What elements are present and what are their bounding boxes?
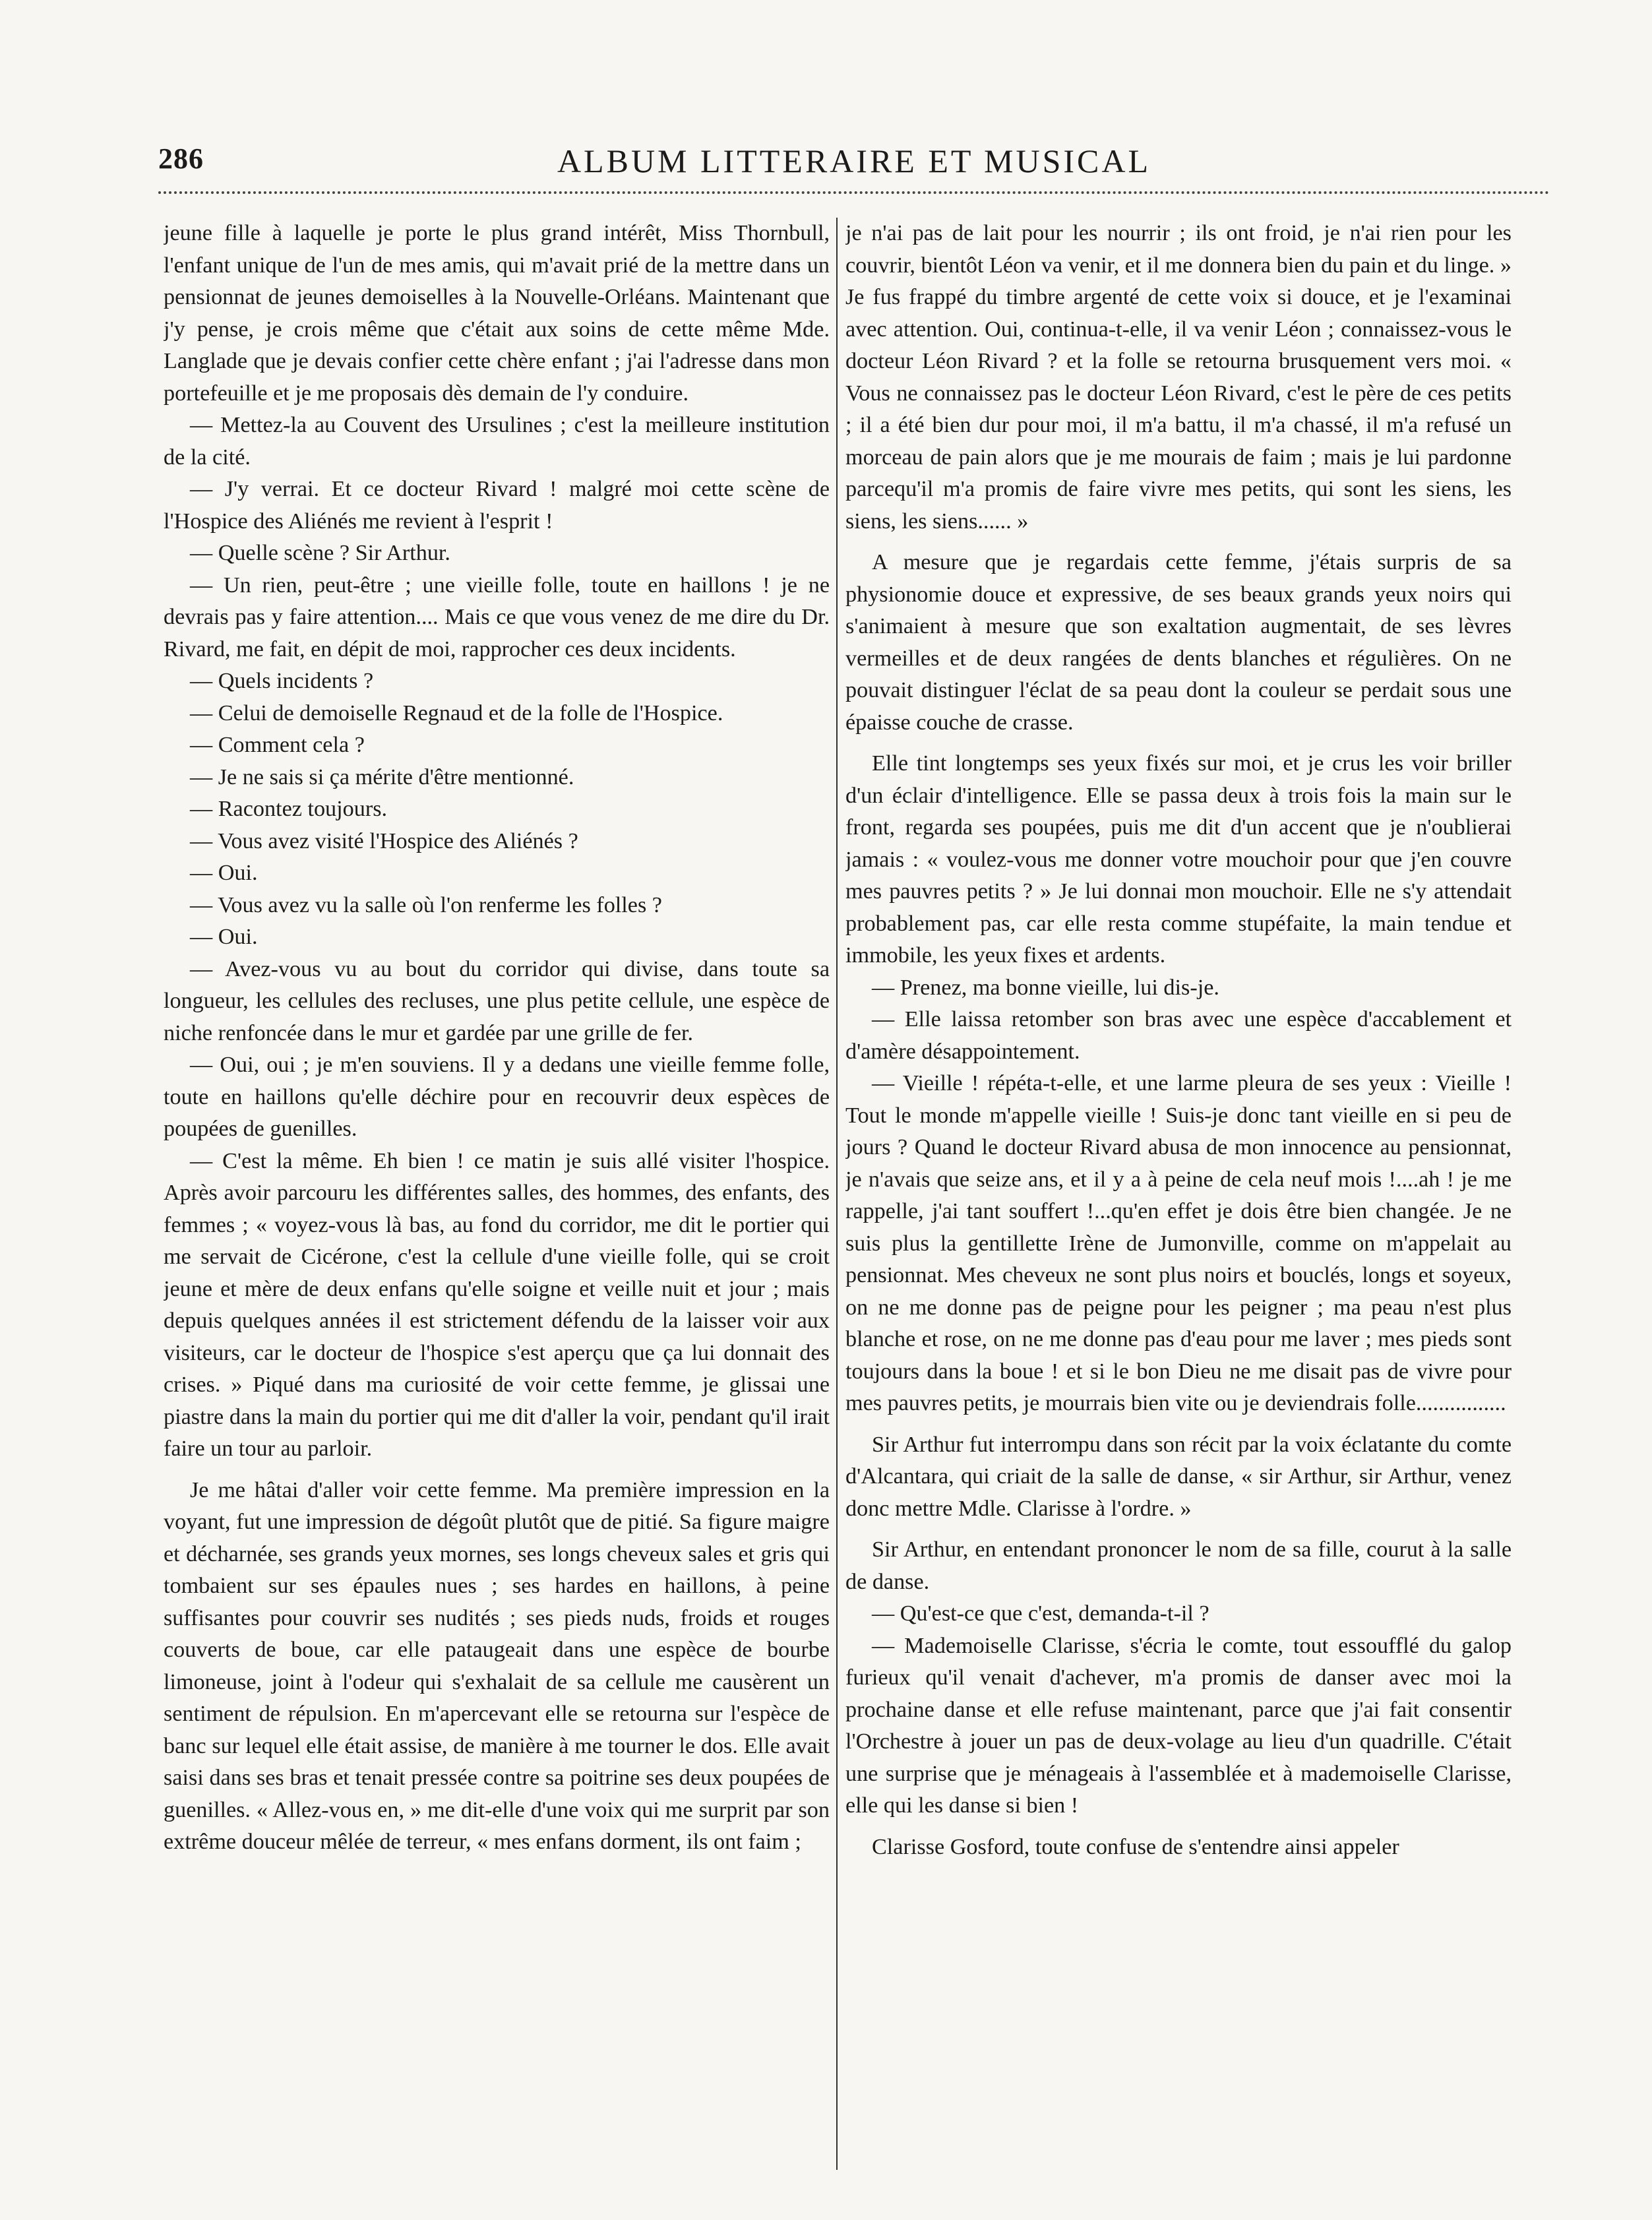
left-column	[164, 218, 830, 2170]
paragraph: — Racontez toujours.	[190, 797, 388, 821]
paragraph: jeune fille à laquelle je porte le plus grand intérêt, Miss Thornbull, l'enfant unique de l'un de mes amis, qui m'avait prié de la mettre dans un pensionnat de jeunes demoiselles à la Nouvelle-Orléans. Maintenant que j'y pense, je crois même que c'était aux soins de cette même Mde. Langlade que je devais confier cette chère enfant ; j'ai l'adresse dans mon portefeuille et je me proposais dès demain de l'y conduire.	[164, 221, 830, 406]
paragraph: Elle tint longtemps ses yeux fixés sur moi, et je crus les voir briller d'un éclair d'intelligence. Elle se passa deux à trois fois la main sur le front, regarda ses poupées, puis me dit d'un accent que je n'oublierai jamais : « voulez-vous me donner votre mouchoir pour que j'en couvre mes pauvres petits ? » Je lui donnai mon mouchoir. Elle ne s'y attendait probablement pas, car elle resta comme stupéfaite, la main tendue et immobile, les yeux fixes et ardents.	[845, 751, 1512, 968]
paragraph: — Vous avez vu la salle où l'on renferme les folles ?	[190, 892, 662, 917]
page-number: 286	[158, 142, 204, 175]
paragraph: Clarisse Gosford, toute confuse de s'entendre ainsi appeler	[872, 1834, 1399, 1859]
paragraph: A mesure que je regardais cette femme, j'étais surpris de sa physionomie douce et expressive, de ses beaux grands yeux noirs qui s'animaient à mesure que son exaltation augmentait, de ses lèvres vermeilles et de deux rangées de dents blanches et régulières. On ne pouvait distinguer l'éclat de sa peau dont la couleur se perdait sous une épaisse couche de crasse.	[845, 550, 1512, 735]
paragraph: — C'est la même. Eh bien ! ce matin je suis allé visiter l'hospice. Après avoir parcouru les différentes salles, des hommes, des enfants, des femmes ; « voyez-vous là bas, au fond du corridor, me dit le portier qui me servait de Cicérone, c'est la cellule d'une vieille folle, qui se croit jeune et mère de deux enfans qu'elle soigne et veille nuit et jour ; mais depuis quelques années il est strictement défendu de la laisser voir aux visiteurs, car le docteur de l'hospice s'est aperçu que ça lui donnait des crises. » Piqué dans ma curiosité de voir cette femme, je glissai une piastre dans la main du portier qui me dit d'aller la voir, pendant qu'il irait faire un tour au parloir.	[164, 1148, 830, 1461]
paragraph: — Un rien, peut-être ; une vieille folle, toute en haillons ! je ne devrais pas y faire attention.... Mais ce que vous venez de me dire du Dr. Rivard, me fait, en dépit de moi, rapprocher ces deux incidents.	[164, 572, 830, 662]
paragraph: — Mettez-la au Couvent des Ursulines ; c'est la meilleure institution de la cité.	[164, 413, 830, 470]
paragraph: — Oui, oui ; je m'en souviens. Il y a dedans une vieille femme folle, toute en haillons qu'elle déchire pour en recouvrir deux espèces de poupées de guenilles.	[164, 1053, 830, 1141]
column-divider	[836, 218, 838, 2170]
paragraph: — Qu'est-ce que c'est, demanda-t-il ?	[872, 1601, 1209, 1626]
running-title: ALBUM LITTERAIRE ET MUSICAL	[557, 142, 1151, 179]
paragraph: — Celui de demoiselle Regnaud et de la folle de l'Hospice.	[190, 700, 723, 725]
paragraph: — J'y verrai. Et ce docteur Rivard ! malgré moi cette scène de l'Hospice des Aliénés me revient à l'esprit !	[164, 477, 830, 534]
paragraph: — Quels incidents ?	[190, 669, 374, 693]
paragraph: Sir Arthur fut interrompu dans son récit par la voix éclatante du comte d'Alcantara, qui criait de la salle de danse, « sir Arthur, sir Arthur, venez donc mettre Mdle. Clarisse à l'ordre. »	[845, 1432, 1512, 1521]
paragraph: — Prenez, ma bonne vieille, lui dis-je.	[872, 975, 1219, 1000]
paragraph: — Quelle scène ? Sir Arthur.	[190, 541, 450, 565]
paragraph: — Je ne sais si ça mérite d'être mentionné.	[190, 764, 574, 789]
page-header	[158, 142, 1550, 195]
paragraph: — Vieille ! répéta-t-elle, et une larme pleura de ses yeux : Vieille ! Tout le monde m'appelle vieille ! Suis-je donc tant vieille en si peu de jours ? Quand le docteur Rivard abusa de mon innocence au pensionnat, je n'avais que seize ans, et il y a à peine de cela neuf mois !....ah ! je me rappelle, j'ai tant souffert !...qu'en effet je dois être bien changée. Je ne suis plus la gentillette Irène de Jumonville, comme on m'appelait au pensionnat. Mes cheveux ne sont plus noirs et bouclés, longs et soyeux, on ne me donne pas de peigne pour les peigner ; ma peau n'est plus blanche et rose, on ne me donne pas d'eau pour me laver ; mes pieds sont toujours dans la boue ! et si le bon Dieu ne me disait pas de vivre pour mes pauvres petits, je mourrais bien vite ou je deviendrais folle................	[845, 1071, 1512, 1415]
paragraph: — Oui.	[190, 925, 258, 949]
paragraph: — Avez-vous vu au bout du corridor qui divise, dans toute sa longueur, les cellules des recluses, une plus petite cellule, une espèce de niche renfoncée dans le mur et gardée par une grille de fer.	[164, 956, 830, 1045]
paragraph: — Elle laissa retomber son bras avec une espèce d'accablement et d'amère désappointement.	[845, 1007, 1512, 1064]
header-dotted-rule	[158, 191, 1550, 194]
paragraph: — Vous avez visité l'Hospice des Aliénés ?	[190, 828, 578, 853]
paragraph: — Mademoiselle Clarisse, s'écria le comte, tout essoufflé du galop furieux qu'il venait d'achever, m'a promis de danser avec moi la prochaine danse et elle refuse maintenant, parce que j'ai fait consentir l'Orchestre à jouer un pas de deux-volage au lieu d'un quadrille. C'était une surprise que je ménageais à l'assemblée et à mademoiselle Clarisse, elle qui les danse si bien !	[845, 1633, 1512, 1818]
right-column	[845, 218, 1512, 2170]
paragraph: Sir Arthur, en entendant prononcer le nom de sa fille, courut à la salle de danse.	[845, 1537, 1512, 1594]
paragraph: — Oui.	[190, 861, 258, 885]
paragraph: je n'ai pas de lait pour les nourrir ; ils ont froid, je n'ai rien pour les couvrir, bientôt Léon va venir, et il me donnera bien du pain et du linge. » Je fus frappé du timbre argenté de cette voix si douce, et je l'examinai avec attention. Oui, continua-t-elle, il va venir Léon ; connaissez-vous le docteur Léon Rivard ? et la folle se retourna brusquement vers moi. « Vous ne connaissez pas le docteur Léon Rivard, c'est le père de ces petits ; il a été bien dur pour moi, il m'a battu, il m'a chassé, il m'a refusé un morceau de pain alors que je me mourais de faim ; mais je lui pardonne parcequ'il m'a promis de faire vivre mes petits, qui sont les siens, les siens, les siens...... »	[845, 221, 1512, 534]
paragraph: Je me hâtai d'aller voir cette femme. Ma première impression en la voyant, fut une impression de dégoût plutôt que de pitié. Sa figure maigre et décharnée, ses grands yeux mornes, ses longs cheveux sales et gris qui tombaient sur ses épaules nues ; ses hardes en haillons, à peine suffisantes pour couvrir ses nudités ; ses pieds nuds, froids et rouges couverts de boue, car elle pataugeait dans une espèce de bourbe limoneuse, joint à l'odeur qui s'exhalait de sa cellule me causèrent un sentiment de répulsion. En m'apercevant elle se retourna sur l'espèce de banc sur lequel elle était assise, de manière à me tourner le dos. Elle avait saisi dans ses bras et tenait pressée contre sa poitrine ses deux poupées de guenilles. « Allez-vous en, » me dit-elle d'une voix qui me surprit par son extrême douceur mêlée de terreur, « mes enfans dorment, ils ont faim ;	[164, 1477, 830, 1854]
paragraph: — Comment cela ?	[190, 733, 365, 757]
